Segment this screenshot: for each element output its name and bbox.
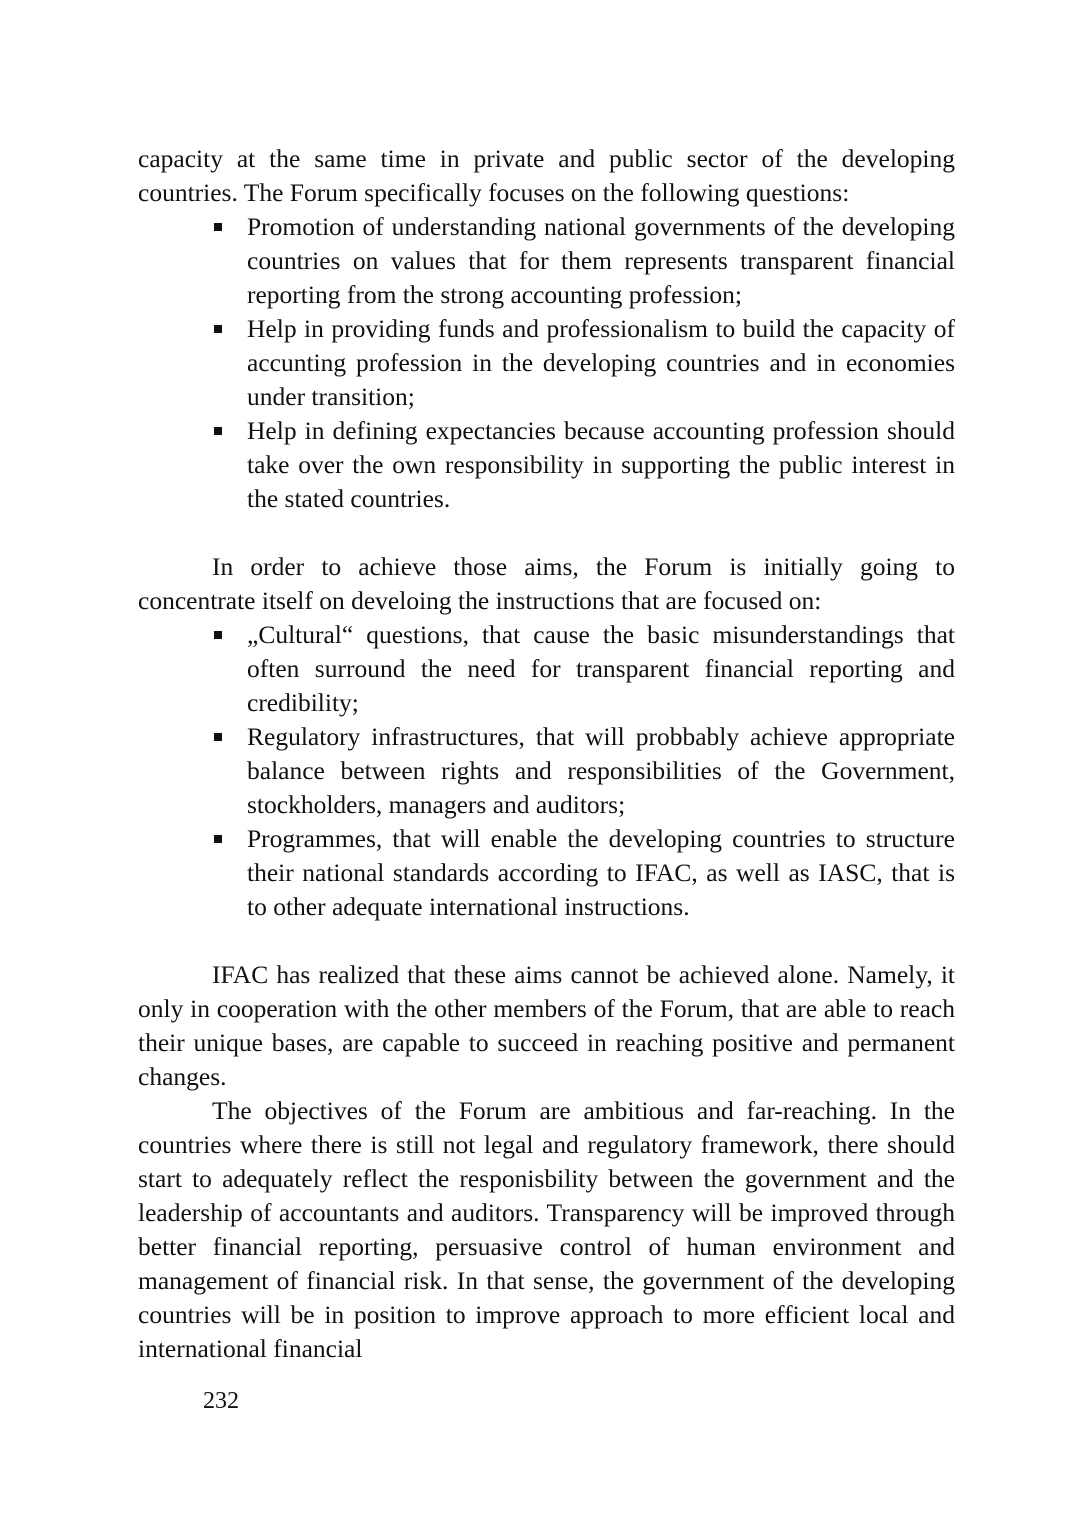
list-item-text: „Cultural“ questions, that cause the basic misunderstandings that often surround the need for transparent financial reporting and credibility;: [247, 620, 955, 717]
list-item: [247, 210, 955, 312]
list-item-text: Help in defining expectancies because accounting profession should take over the own responsibility in supporting the public interest in the stated countries.: [247, 416, 955, 513]
square-bullet-icon: [214, 427, 222, 435]
list-item-text: Programmes, that will enable the developing countries to structure their national standards according to IFAC, as well as IASC, that is to other adequate international instructions.: [247, 824, 955, 921]
list-item: [247, 414, 955, 516]
square-bullet-icon: [214, 223, 222, 231]
list-item-text: Regulatory infrastructures, that will probbably achieve appropriate balance between rights and responsibilities of the Government, stockholders, managers and auditors;: [247, 722, 955, 819]
forum-questions-list: [138, 210, 955, 516]
intro-paragraph: capacity at the same time in private and public sector of the developing countries. The Forum specifically focuses on the following questions:: [138, 144, 955, 207]
square-bullet-icon: [214, 631, 222, 639]
ifac-paragraph: IFAC has realized that these aims cannot be achieved alone. Namely, it only in cooperation with the other members of the Forum, that are able to reach their unique bases, are capable to succeed in reaching positive and permanent changes.: [138, 960, 955, 1091]
list-item: [247, 822, 955, 924]
square-bullet-icon: [214, 325, 222, 333]
page-number: 232: [203, 1388, 239, 1414]
objectives-paragraph: The objectives of the Forum are ambitious and far-reaching. In the countries where there is still not legal and regulatory framework, there should start to adequately reflect the responisbility between the government and the leadership of accountants and auditors. Transparency will be improved through better financial reporting, persuasive control of human environment and management of financial risk. In that sense, the government of the developing countries will be in position to improve approach to more efficient local and international financial: [138, 1096, 955, 1363]
forum-instructions-list: [138, 618, 955, 924]
list-item-text: Help in providing funds and professionalism to build the capacity of accunting profession in the developing countries and in economies under transition;: [247, 314, 955, 411]
list-item: [247, 720, 955, 822]
list-item-text: Promotion of understanding national governments of the developing countries on values that for them represents transparent financial reporting from the strong accounting profession;: [247, 212, 955, 309]
list-item: [247, 312, 955, 414]
aims-paragraph: In order to achieve those aims, the Forum is initially going to concentrate itself on develoing the instructions that are focused on:: [138, 552, 955, 615]
square-bullet-icon: [214, 835, 222, 843]
square-bullet-icon: [214, 733, 222, 741]
page-body: [138, 142, 955, 1366]
list-item: [247, 618, 955, 720]
